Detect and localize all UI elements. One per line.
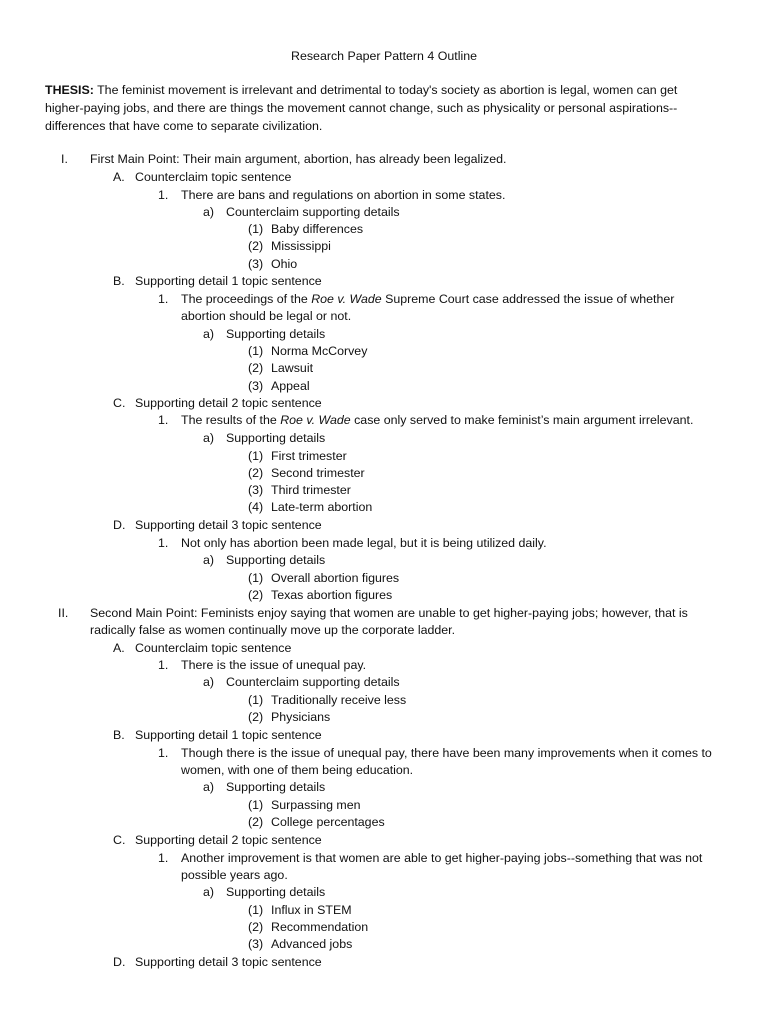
detail-item: Physicians xyxy=(271,710,331,724)
number-marker: 1. xyxy=(158,746,169,760)
detail-item: Advanced jobs xyxy=(271,937,353,951)
number-marker: 1. xyxy=(158,851,169,865)
outline-item: Supporting details xyxy=(226,780,326,794)
number-marker: 1. xyxy=(158,536,169,550)
detail-item: Baby differences xyxy=(271,222,364,236)
thesis-text: The feminist movement is irrelevant and detrimental to today's society as abortion is legal, women can get higher-paying jobs, and there are things the movement cannot change, such as physicality or personal aspirations--differences that have come to separate civilization. xyxy=(45,83,678,133)
detail-marker: (1) xyxy=(248,693,264,707)
thesis-paragraph xyxy=(45,81,705,135)
detail-marker: (1) xyxy=(248,571,264,585)
main-point-1: First Main Point: Their main argument, abortion, has already been legalized. xyxy=(90,152,507,166)
topic-sentence: Supporting detail 3 topic sentence xyxy=(135,955,322,969)
outline-item xyxy=(181,291,674,308)
outline-item xyxy=(181,412,693,429)
outline-item: There is the issue of unequal pay. xyxy=(181,658,367,672)
detail-item: Third trimester xyxy=(271,483,351,497)
page-title: Research Paper Pattern 4 Outline xyxy=(291,49,477,63)
detail-item: Recommendation xyxy=(271,920,369,934)
detail-item: Mississippi xyxy=(271,239,331,253)
letter-marker: B. xyxy=(113,728,125,742)
detail-item: Second trimester xyxy=(271,466,365,480)
subletter-marker: a) xyxy=(203,780,215,794)
outline-item: Not only has abortion been made legal, but it is being utilized daily. xyxy=(181,536,547,550)
topic-sentence: Supporting detail 2 topic sentence xyxy=(135,396,322,410)
detail-marker: (1) xyxy=(248,344,264,358)
detail-marker: (2) xyxy=(248,710,264,724)
topic-sentence: Supporting detail 2 topic sentence xyxy=(135,833,322,847)
detail-item: Ohio xyxy=(271,257,298,271)
topic-sentence: Supporting detail 1 topic sentence xyxy=(135,274,322,288)
roman-marker: II. xyxy=(58,606,69,620)
outline-item: Though there is the issue of unequal pay, there have been many improvements when it comes to xyxy=(181,746,712,760)
subletter-marker: a) xyxy=(203,327,215,341)
letter-marker: B. xyxy=(113,274,125,288)
number-marker: 1. xyxy=(158,292,169,306)
topic-sentence: Supporting detail 3 topic sentence xyxy=(135,518,322,532)
detail-marker: (1) xyxy=(248,449,264,463)
detail-marker: (1) xyxy=(248,798,264,812)
subletter-marker: a) xyxy=(203,553,215,567)
case-name: Roe v. Wade xyxy=(311,292,382,306)
detail-item: Overall abortion figures xyxy=(271,571,400,585)
letter-marker: C. xyxy=(113,396,126,410)
number-marker: 1. xyxy=(158,188,169,202)
detail-item: College percentages xyxy=(271,815,385,829)
letter-marker: C. xyxy=(113,833,126,847)
text-run: Supreme Court case addressed the issue of whether xyxy=(381,292,675,306)
detail-marker: (1) xyxy=(248,903,264,917)
letter-marker: D. xyxy=(113,955,126,969)
detail-item: Surpassing men xyxy=(271,798,361,812)
outline-item-continued: possible years ago. xyxy=(181,868,288,882)
detail-marker: (3) xyxy=(248,379,264,393)
number-marker: 1. xyxy=(158,658,169,672)
topic-sentence: Counterclaim topic sentence xyxy=(135,170,292,184)
detail-item: Lawsuit xyxy=(271,361,314,375)
subletter-marker: a) xyxy=(203,205,215,219)
number-marker: 1. xyxy=(158,413,169,427)
letter-marker: D. xyxy=(113,518,126,532)
detail-marker: (2) xyxy=(248,920,264,934)
detail-marker: (4) xyxy=(248,500,264,514)
detail-item: First trimester xyxy=(271,449,347,463)
detail-item: Traditionally receive less xyxy=(271,693,407,707)
subletter-marker: a) xyxy=(203,885,215,899)
detail-marker: (2) xyxy=(248,815,264,829)
outline-item: Supporting details xyxy=(226,885,326,899)
text-run: The proceedings of the xyxy=(181,292,312,306)
text-run: The results of the xyxy=(181,413,281,427)
outline-item: Supporting details xyxy=(226,431,326,445)
text-run: case only served to make feminist’s main argument irrelevant. xyxy=(350,413,694,427)
case-name: Roe v. Wade xyxy=(280,413,351,427)
outline-item: Supporting details xyxy=(226,327,326,341)
detail-item: Influx in STEM xyxy=(271,903,352,917)
outline-item: Counterclaim supporting details xyxy=(226,205,400,219)
detail-marker: (3) xyxy=(248,937,264,951)
subletter-marker: a) xyxy=(203,431,215,445)
subletter-marker: a) xyxy=(203,675,215,689)
outline-item-continued: abortion should be legal or not. xyxy=(181,309,352,323)
detail-marker: (2) xyxy=(248,466,264,480)
roman-marker: I. xyxy=(61,152,68,166)
outline-item: Supporting details xyxy=(226,553,326,567)
detail-item: Late-term abortion xyxy=(271,500,373,514)
detail-marker: (3) xyxy=(248,257,264,271)
detail-marker: (2) xyxy=(248,239,264,253)
thesis-label: THESIS: xyxy=(45,83,94,97)
detail-marker: (2) xyxy=(248,361,264,375)
detail-marker: (3) xyxy=(248,483,264,497)
outline-item: There are bans and regulations on abortion in some states. xyxy=(181,188,506,202)
detail-item: Texas abortion figures xyxy=(271,588,393,602)
outline-item: Another improvement is that women are able to get higher-paying jobs--something that was not xyxy=(181,851,703,865)
topic-sentence: Counterclaim topic sentence xyxy=(135,641,292,655)
letter-marker: A. xyxy=(113,641,125,655)
detail-marker: (2) xyxy=(248,588,264,602)
detail-item: Norma McCorvey xyxy=(271,344,368,358)
letter-marker: A. xyxy=(113,170,125,184)
topic-sentence: Supporting detail 1 topic sentence xyxy=(135,728,322,742)
detail-item: Appeal xyxy=(271,379,310,393)
main-point-2: Second Main Point: Feminists enjoy saying that women are unable to get higher-paying jobs; however, that is xyxy=(90,606,688,620)
detail-marker: (1) xyxy=(248,222,264,236)
outline-item-continued: women, with one of them being education. xyxy=(181,763,414,777)
main-point-2-continued: radically false as women continually move up the corporate ladder. xyxy=(90,623,456,637)
outline-item: Counterclaim supporting details xyxy=(226,675,400,689)
